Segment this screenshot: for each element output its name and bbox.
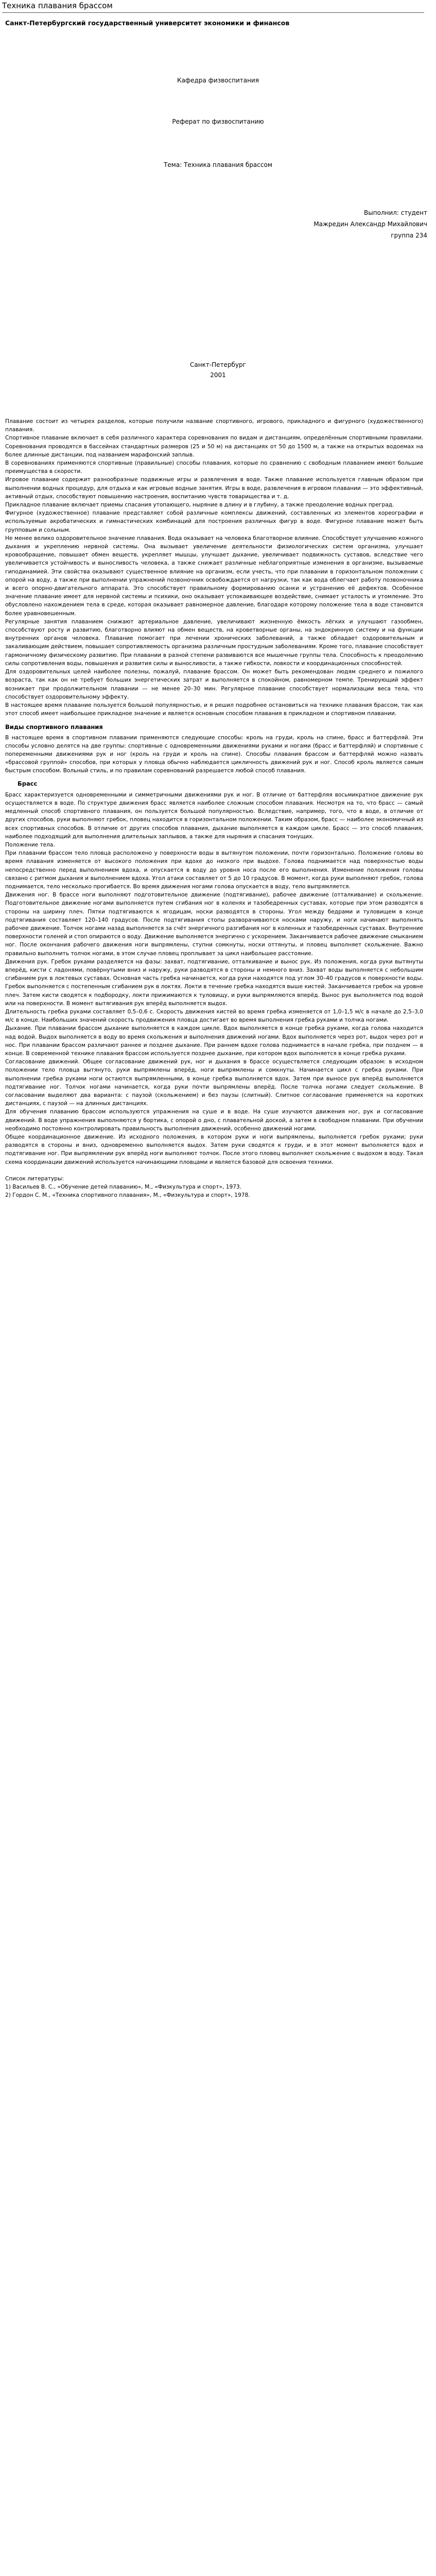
author-role: Выполнил: студент: [364, 209, 427, 216]
paragraph: Общее координационное движение. Из исходного положения, в котором руки и ноги выпрямлены, выполняется гребок руками; руки разводятся в стороны и вниз, одновременно выполняется выдох. Затем руки сводятся к груди, и в этот момент выполняется вдох и подтягивание ног. При выпрямлении рук вперёд ноги выполняют толчок. После этого пловец выполняет скольжение с выдохом в воду. Такая схема координации движений используется начинающими пловцами и является базовой для освоения техники.: [5, 1134, 423, 1165]
section-heading-types: Виды спортивного плавания: [5, 723, 103, 731]
paragraph: Спортивное плавание включает в себя различного характера соревнования по видам и дистанциям, определённым спортивными правилами. Соревнования проводятся в бассейнах стандартных размеров (25 и 50 м) на дистанциях от 50 до 1500 м, а также на открытых водоемах на более длинные дистанции, под названием марафонский заплыв.: [5, 435, 423, 458]
paragraph: Дыхание. При плавании брассом дыхание выполняется в каждом цикле. Вдох выполняется в конце гребка руками, когда голова находится над водой. Выдох выполняется в воду во время скольжения и выполнения движений ногами. Вдох выполняется через рот, выдох через рот и нос. При плавании брассом различают раннее и позднее дыхание. При раннем вдохе голова поднимается в начале гребка, при позднем — в конце. В современной технике плавания брассом используется позднее дыхание, при котором вдох выполняется в конце гребка руками.: [5, 1025, 423, 1057]
group-number: группа 234: [391, 232, 427, 239]
section-heading-brass: Брасс: [18, 779, 38, 787]
report-label: Реферат по физвоспитанию: [172, 118, 264, 125]
university-name: Санкт-Петербургский государственный университет экономики и финансов: [5, 19, 290, 27]
paragraph: Для оздоровительных целей наиболее полезны, пожалуй, плавание брассом. Он может быть рекомендован людям среднего и пожилого возраста, так как он не требует больших энергетических затрат и выполняется в спокойном, равномерном темпе. Тренирующий эффект возникает при продолжительном плавании — не менее 20–30 мин. Регулярное плавание способствует нормализации веса тела, что способствует оздоровительному эффекту.: [5, 669, 423, 700]
year-label: 2001: [210, 371, 226, 379]
reference-item: 2) Гордон С. М., «Техника спортивного плавания», М., «Физкультура и спорт», 1978.: [5, 1192, 250, 1199]
report-body: [5, 417, 423, 1199]
paragraph: Длительность гребка руками составляет 0,5–0,6 с. Скорость движения кистей во время гребка изменяется от 1,0–1,5 м/с в начале до 2,5–3,0 м/с в конце. Наибольших значений скорость продвижения пловца достигает во время выполнения гребка руками и толчка ногами.: [5, 1009, 423, 1024]
paragraph: Регулярные занятия плаванием снижают артериальное давление, увеличивают жизненную ёмкость лёгких и улучшают газообмен, способствуют росту и развитию, благотворно влияют на обмен веществ, на кроветворные органы, на эндокринную систему и на функции внутренних органов человека. Плавание помогает при лечении хронических заболеваний, а также обладает оздоровительным и закаливающим действием, повышает сопротивляемость организма различным простудным заболеваниям. Кроме того, плавание способствует гармоничному физическому развитию. При плавании в разной степени развиваются все мышечные группы тела. Способность к преодолению силы сопротивления воды, повышения и развития силы и выносливости, а также гибкости, ловкости и координационных способностей.: [5, 618, 423, 667]
paragraph: Брасс характеризуется одновременными и симметричными движениями рук и ног. В отличие от баттерфляя восьмикратное движение рук осуществляется в воде. По структуре движения брасс является наиболее сложным способом плавания. Несмотря на то, что брасс — самый медленный способ спортивного плавания, он пользуется большой популярностью. Вследствие, например, того, что в воде, в отличие от других способов, руки выполняют гребок, пловец находится в горизонтальном положении. Таким образом, брасс — наиболее экономичный из всех спортивных способов. В отличие от других способов плавания, дыхание выполняется в каждом цикле. Брасс — это способ плавания, наиболее подходящий для выполнения длительных заплывов, а также для ныряния и спасания тонущих.: [5, 791, 423, 840]
city-label: Санкт-Петербург: [190, 361, 246, 368]
paragraph: Прикладное плавание включает приемы спасания утопающего, ныряние в длину и в глубину, а также преодоление водных преград.: [5, 502, 394, 509]
paragraph: В настоящее время в спортивном плавании применяются следующие способы: кроль на груди, кроль на спине, брасс и баттерфляй. Эти способы условно делятся на две группы: спортивные с одновременными движениями руками и ногами (брасс и баттерфляй) и спортивные с попеременными движениями рук и ног (кроль на груди и кроль на спине). Способы плавания брассом и баттерфляй можно назвать «брассовой группой» способов, при которых у пловца обычно наблюдается цикличность движений рук и ног. Способ кроль является самым быстрым способом. Вольный стиль, и по правилам соревнований разрешается любой способ плавания.: [5, 734, 423, 774]
author-name: Мажредин Александр Михайлович: [313, 221, 427, 228]
paragraph: Движения ног. В брассе ноги выполняют подготовительное движение (подтягивание), рабочее движение (отталкивание) и скольжение. Подготовительное движение ногами выполняется путем сгибания ног в коленях и тазобедренных суставах, которые при этом разводятся в стороны на ширину плеч. Пятки подтягиваются к ягодицам, носки разводятся в стороны. Угол между бедрами и туловищем в конце подтягивания составляет 120–140 градусов. После подтягивания стопы разворачиваются носками наружу, и ноги начинают выполнять рабочее движение. Толчок ногами назад выполняется за счёт энергичного разгибания ног в коленных и тазобедренных суставах. Внутренние поверхности голеней и стоп опираются о воду. Движение выполняется энергично с ускорением. Заканчивается рабочее движение смыканием ног. После окончания рабочего движения ноги выпрямлены, ступни сомкнуты, носки оттянуты, и пловец выполняет скольжение. Важно правильно выполнить толчок ногами, в этом случае пловец проплывает за цикл наибольшее расстояние.: [5, 892, 423, 957]
paragraph: В настоящее время плавание пользуется большой популярностью, и я решил подробнее остановиться на технике плавания брассом, так как этот способ имеет наибольшее прикладное значение и является основным способом плавания в прикладном и спортивном плавании.: [5, 702, 423, 717]
references: [5, 1175, 423, 1200]
paragraph: Игровое плавание содержит разнообразные подвижные игры и развлечения в воде. Также плавание используется главным образом при выполнении водных процедур, для отдыха и как игровые водные занятия. Игры в воде, развлечения в игровом плавании — это эффективный, активный отдых, способствуют повышению настроения, воспитанию чувств товарищества и т. д.: [5, 477, 423, 500]
department-name: Кафедра физвоспитания: [177, 77, 259, 84]
paragraph: Не менее велико оздоровительное значение плавания. Вода оказывает на человека благотворное влияние. Способствует улучшению кожного дыхания и укреплению нервной системы. Она вызывает увеличение деятельности физиологических систем организма, улучшает кровообращение, повышает обмен веществ, укрепляет мышцы, улучшает дыхание, увеличивает подвижность суставов, вследствие чего увеличивается устойчивость и выносливость человека, а также снижает различные неблагоприятные изменения в организме, вызываемые гиподинамией. Эти свойства оказывают существенное влияние на организм, если учесть, что при плавании в горизонтальном положении с опорой на воду, а также при выполнении упражнений позвоночник освобождается от нагрузки, так как вода облегчает работу позвоночника и всего опорно-двигательного аппарата. Это способствует правильному формированию осанки и устранению её дефектов. Особенное значение плавание имеет для нервной системы и психики, оно оказывает успокаивающее воздействие, снимает усталость и утомление. Это обусловлено нахождением тела в среде, которая оказывает равномерное давление, благодаря которому положение тела в воде становится более уравновешенным.: [5, 535, 423, 617]
reference-item: 1) Васильев В. С., «Обучение детей плаванию», М., «Физкультура и спорт», 1973.: [5, 1184, 242, 1191]
topic-label: Тема: Техника плавания брассом: [164, 161, 272, 168]
paragraph: Согласование движений. Общее согласование движений рук, ног и дыхания в брассе осуществляется следующим образом: в исходном положении тело пловца вытянуто, руки выпрямлены вперёд, ноги выпрямлены и сомкнуты. Начинается цикл с гребка руками. При выполнении гребка руками ноги остаются выпрямленными, в конце гребка выполняется вдох. Затем при выносе рук вперёд выполняется подтягивание ног. Толчок ногами начинается, когда руки почти выпрямлены вперёд. После толчка ногами следует скольжение. В согласовании выделяют два варианта: с паузой (скольжением) и без паузы (слитный). Слитное согласование применяется на коротких дистанциях, с паузой — на длинных дистанциях.: [5, 1059, 423, 1107]
paragraph: Фигурное (художественное) плавание представляет собой различные комплексы движений, составленных из элементов хореографии и используемые акробатических и гимнастических комбинаций для построения различных фигур в воде. Фигурное плавание может быть групповым и сольным.: [5, 510, 423, 533]
paragraph: В соревнованиях применяются спортивные (правильные) способы плавания, которые по сравнению с свободным плаванием имеют большие преимущества в скорости.: [5, 460, 423, 475]
paragraph: Плавание состоит из четырех разделов, которые получили название спортивного, игрового, прикладного и фигурного (художественного) плавания.: [5, 418, 423, 433]
paragraph: Для обучения плаванию брассом используются упражнения на суше и в воде. На суше изучаются движения ног, рук и согласование движений. В воде упражнения выполняются у бортика, с опорой о дно, с плавательной доской, а затем в свободном плавании. При обучении необходимо постоянно контролировать правильность выполнения движений, особенно движений ногами.: [5, 1109, 423, 1132]
references-title: Список литературы:: [5, 1175, 64, 1182]
paragraph: При плавании брассом тело пловца расположено у поверхности воды в вытянутом положении, почти горизонтально. Положение головы во время плавания изменяется от высокого положения при вдохе до низкого при выдохе. Голова поднимается над поверхностью воды непосредственно перед выполнением вдоха, и опускается в воду до уровня носа после его выполнения. Изменение положения головы связано с ритмом дыхания и выполнением вдоха. Угол атаки составляет от 5 до 10 градусов. В момент, когда руки выполняют гребок, голова поднимается, тело несколько прогибается. Во время движения ногами голова опускается в воду, тело выпрямляется.: [5, 850, 423, 890]
paragraph: Положение тела.: [5, 841, 55, 848]
paragraph: Движения рук. Гребок руками разделяется на фазы: захват, подтягивание, отталкивание и вынос рук. Из положения, когда руки вытянуты вперёд, кисти с ладонями, повёрнутыми вниз и наружу, руки разводятся в стороны и немного вниз. Захват воды выполняется с небольшим сгибанием рук в локтевых суставах. Основная часть гребка начинается, когда руки находятся под углом 30–40 градусов к поверхности воды. Гребок выполняется с постепенным сгибанием рук в локтях. Локти в течение гребка находятся выше кистей. Заканчивается гребок на уровне плеч. Затем кисти сводятся к подбородку, локти прижимаются к туловищу, и руки выпрямляются вперёд. Вынос рук выполняется под водой или на поверхности. В момент вытягивания рук вперёд выполняется выдох.: [5, 958, 423, 1007]
title-divider: [2, 12, 424, 13]
page-title: Техника плавания брассом: [2, 1, 113, 10]
